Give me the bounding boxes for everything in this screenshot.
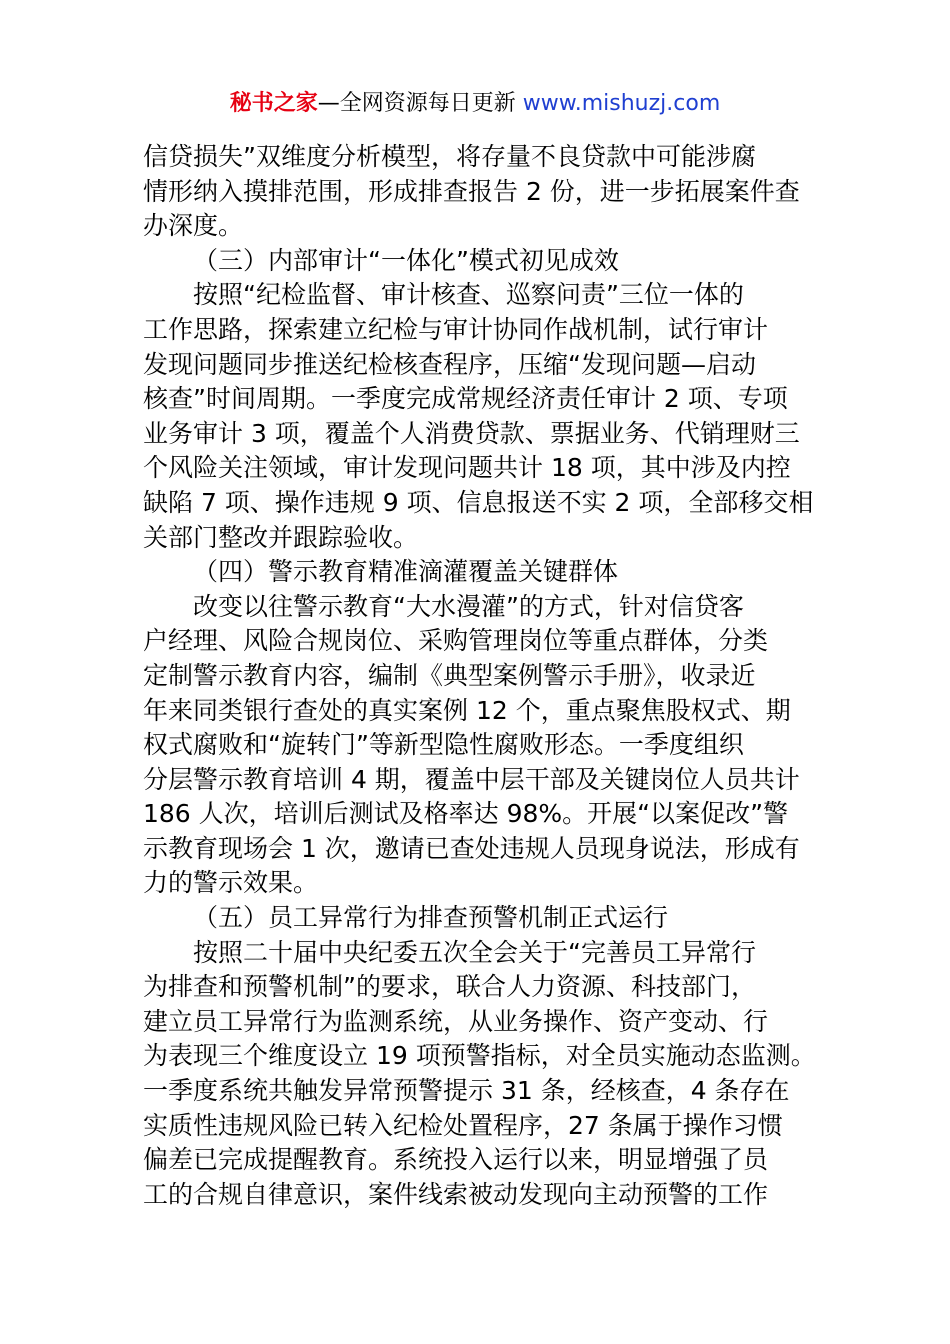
text-line: 权式腐败和“旋转门”等新型隐性腐败形态。一季度组织 xyxy=(143,730,744,760)
text-line: 定制警示教育内容，编制《典型案例警示手册》，收录近 xyxy=(143,660,756,690)
text-line: 年来同类银行查处的真实案例 12 个，重点聚焦股权式、期 xyxy=(143,695,791,725)
text-line: 实质性违规风险已转入纪检处置程序，27 条属于操作习惯 xyxy=(143,1110,783,1140)
text-line: 示教育现场会 1 次，邀请已查处违规人员现身说法，形成有 xyxy=(143,833,800,863)
text-line: 关部门整改并跟踪验收。 xyxy=(143,522,419,552)
paragraph-start-line: 按照“纪检监督、审计核查、巡察问责”三位一体的 xyxy=(193,280,744,310)
text-line: 信贷损失”双维度分析模型，将存量不良贷款中可能涉腐 xyxy=(143,142,756,171)
brand-name: 秘书之家 xyxy=(229,91,318,116)
paragraph-start-line: （五）员工异常行为排查预警机制正式运行 xyxy=(193,903,669,933)
paragraph-start-line: （三）内部审计“一体化”模式初见成效 xyxy=(193,245,619,275)
site-header xyxy=(0,88,950,120)
text-line: 工作思路，探索建立纪检与审计协同作战机制，试行审计 xyxy=(143,314,769,344)
text-line: 发现问题同步推送纪检核查程序，压缩“发现问题—启动 xyxy=(143,349,756,379)
text-line: 缺陷 7 项、操作违规 9 项、信息报送不实 2 项，全部移交相 xyxy=(143,487,814,517)
paragraph-start-line: （四）警示教育精准滴灌覆盖关键群体 xyxy=(193,557,619,587)
text-line: 分层警示教育培训 4 期，覆盖中层干部及关键岗位人员共计 xyxy=(143,764,800,794)
text-line: 一季度系统共触发异常预警提示 31 条，经核查，4 条存在 xyxy=(143,1076,790,1106)
text-line: 情形纳入摸排范围，形成排查报告 2 份，进一步拓展案件查 xyxy=(143,176,800,206)
header-slogan: —全网资源每日更新 xyxy=(317,91,523,116)
paragraph-start-line: 按照二十届中央纪委五次全会关于“完善员工异常行 xyxy=(193,937,756,967)
paragraph-start-line: 改变以往警示教育“大水漫灌”的方式，针对信贷客 xyxy=(193,591,744,621)
text-line: 个风险关注领域，审计发现问题共计 18 项，其中涉及内控 xyxy=(143,453,791,483)
text-line: 力的警示效果。 xyxy=(143,868,319,898)
text-line: 186 人次，培训后测试及格率达 98%。开展“以案促改”警 xyxy=(143,799,789,829)
text-line: 业务审计 3 项，覆盖个人消费贷款、票据业务、代销理财三 xyxy=(143,418,800,448)
text-line: 为表现三个维度设立 19 项预警指标，对全员实施动态监测。 xyxy=(143,1041,816,1071)
document-body xyxy=(143,140,816,1212)
text-line: 办深度。 xyxy=(143,211,244,241)
site-url-link[interactable]: www.mishuzj.com xyxy=(522,91,721,116)
text-line: 户经理、风险合规岗位、采购管理岗位等重点群体，分类 xyxy=(143,626,769,656)
text-line: 建立员工异常行为监测系统，从业务操作、资产变动、行 xyxy=(143,1006,769,1036)
text-line: 偏差已完成提醒教育。系统投入运行以来，明显增强了员 xyxy=(143,1145,769,1175)
text-line: 核查”时间周期。一季度完成常规经济责任审计 2 项、专项 xyxy=(143,384,788,414)
text-line: 为排查和预警机制”的要求，联合人力资源、科技部门， xyxy=(143,972,756,1002)
text-line: 工的合规自律意识，案件线索被动发现向主动预警的工作 xyxy=(143,1179,769,1209)
